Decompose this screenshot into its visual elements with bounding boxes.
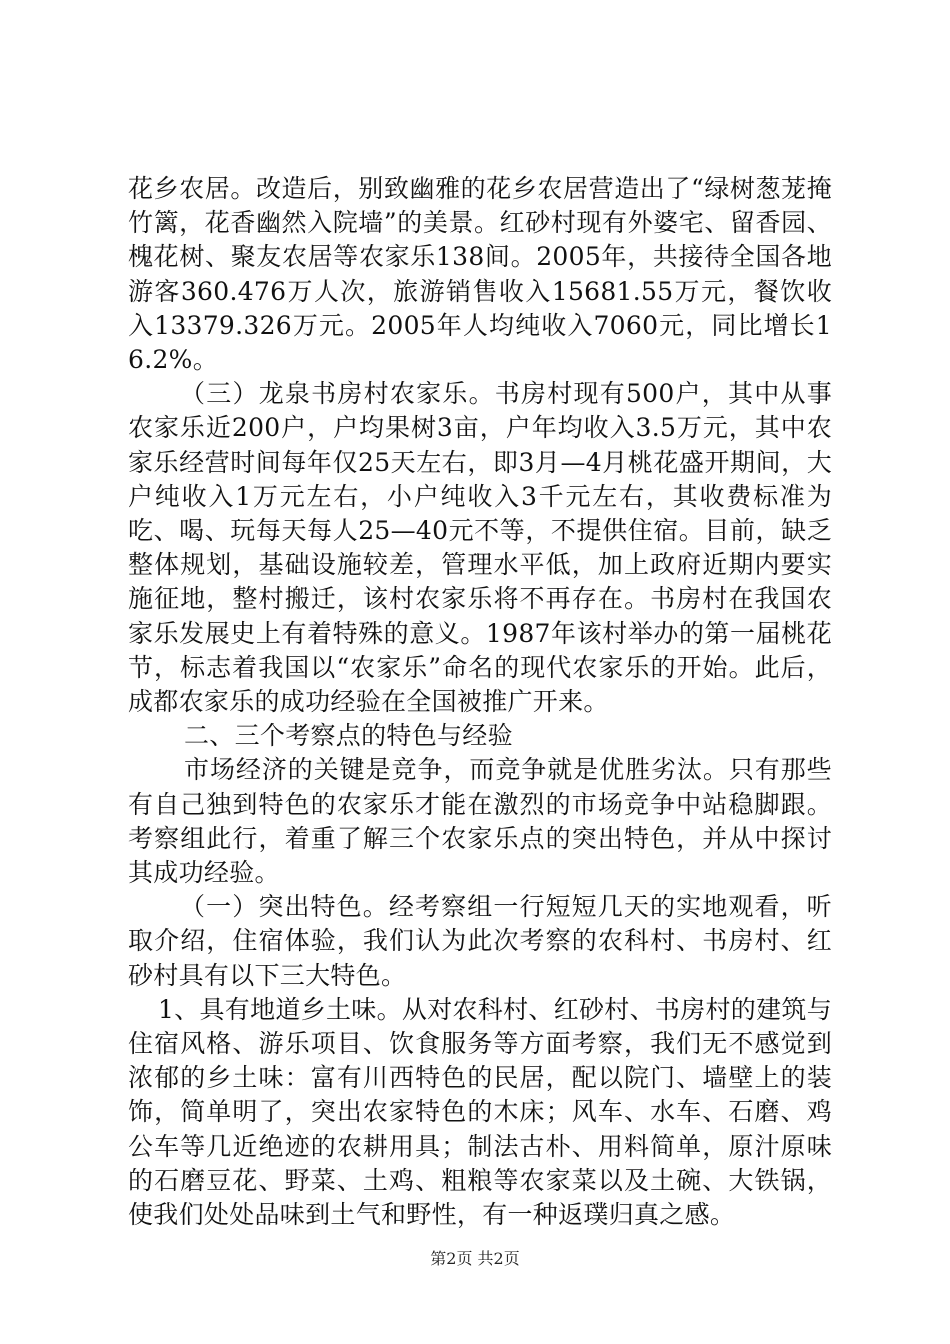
paragraph-local-flavor: 1、具有地道乡土味。从对农科村、红砂村、书房村的建筑与住宿风格、游乐项目、饮食服务等方面考察，我们无不感觉到浓郁的乡土味：富有川西特色的民居，配以院门、墙壁上的装饰，简单明了，突出农家特色的木床；风车、水车、石磨、鸡公车等几近绝迹的农耕用具；制法古朴、用料简单，原汁原味的石磨豆花、野菜、土鸡、粗粮等农家菜以及土碗、大铁锅，使我们处处品味到土气和野性，有一种返璞归真之感。 (128, 994, 833, 1230)
paragraph-outstanding-features: （一）突出特色。经考察组一行短短几天的实地观看，听取介绍，住宿体验，我们认为此次考察的农科村、书房村、红砂村具有以下三大特色。 (128, 892, 832, 990)
document-body (128, 172, 832, 1232)
paragraph-huaxiang-nongju: 花乡农居。改造后，别致幽雅的花乡农居营造出了“绿树葱茏掩竹篱，花香幽然入院墙”的美景。红砂村现有外婆宅、留香园、槐花树、聚友农居等农家乐138间。2005年，共接待全国各地游客360.476万人次，旅游销售收入15681.55万元，餐饮收入13379.326万元。2005年人均纯收入7060元，同比增长16.2%。 (128, 174, 832, 375)
paragraph-market-competition: 市场经济的关键是竞争，而竞争就是优胜劣汰。只有那些有自己独到特色的农家乐才能在激烈的市场竞争中站稳脚跟。考察组此行，着重了解三个农家乐点的突出特色，并从中探讨其成功经验。 (128, 755, 832, 888)
page-footer: 第2页 共2页 (430, 1249, 520, 1268)
section-heading-features: 二、三个考察点的特色与经验 (184, 721, 513, 751)
paragraph-shufang-village: （三）龙泉书房村农家乐。书房村现有500户，其中从事农家乐近200户，户均果树3亩，户年均收入3.5万元，其中农家乐经营时间每年仅25天左右，即3月—4月桃花盛开期间，大户纯收入1万元左右，小户纯收入3千元左右，其收费标准为吃、喝、玩每天每人25—40元不等，不提供住宿。目前，缺乏整体规划，基础设施较差，管理水平低，加上政府近期内要实施征地，整村搬迁，该村农家乐将不再存在。书房村在我国农家乐发展史上有着特殊的意义。1987年该村举办的第一届桃花节，标志着我国以“农家乐”命名的现代农家乐的开始。此后，成都农家乐的成功经验在全国被推广开来。 (128, 379, 832, 717)
